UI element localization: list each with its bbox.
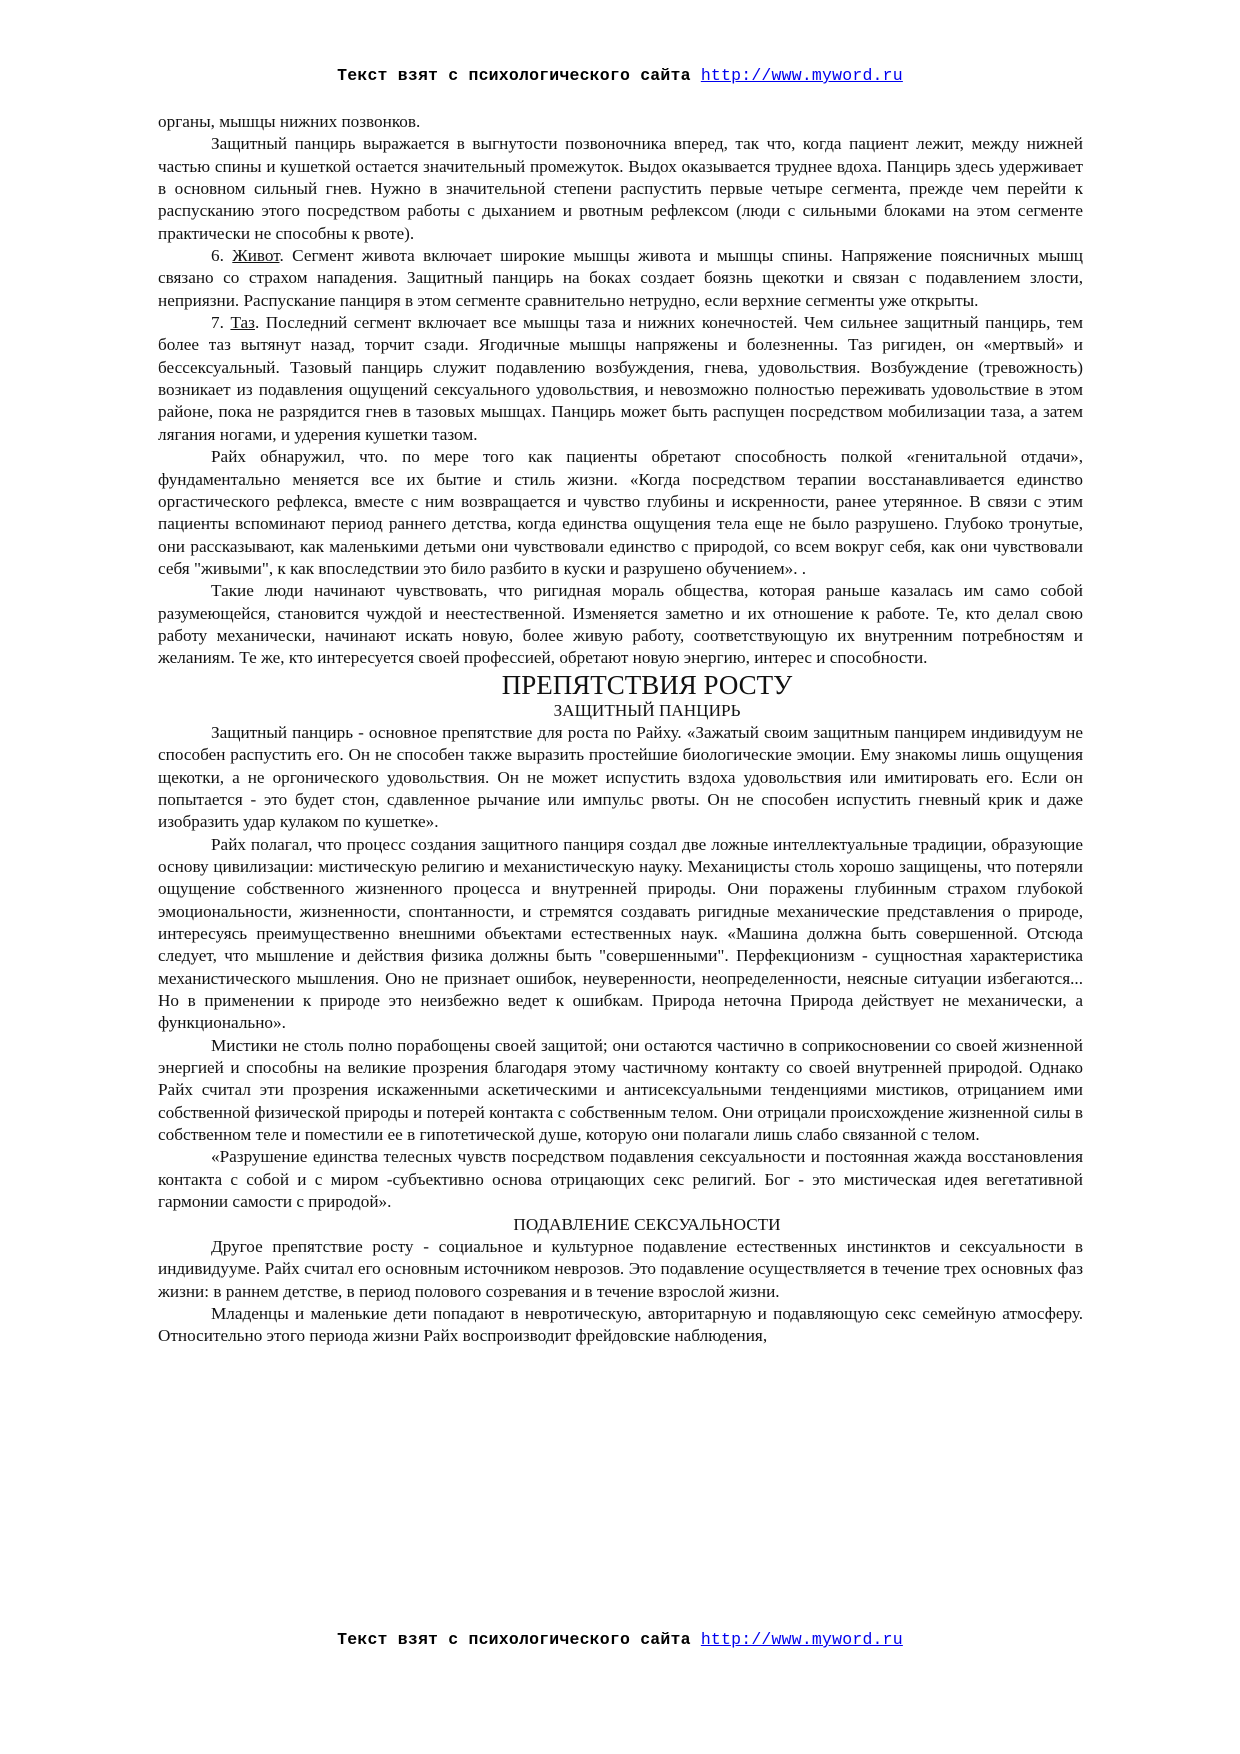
- paragraph: Защитный панцирь выражается в выгнутости позвоночника вперед, так что, когда пациент лежит, между нижней частью спины и кушеткой остается значительный промежуток. Выдох оказывается труднее вдоха. Панцирь здесь удерживает в основном сильный гнев. Нужно в значительной степени распустить первые четыре сегмента, прежде чем перейти к распусканию этого посредством работы с дыханием и рвотным рефлексом (люди с сильными блоками на этом сегменте практически не способны к рвоте).: [158, 134, 1083, 243]
- paragraph: органы, мышцы нижних позвонков.: [158, 112, 421, 131]
- paragraph: Защитный панцирь - основное препятствие для роста по Райху. «Зажатый своим защитным панцирем индивидуум не способен распустить его. Он не способен также выразить простейшие биологические эмоции. Ему знакомы лишь ощущения щекотки, а не оргонического удовольствия. Он не может испустить вздоха удовольствия или имитировать его. Если он попытается - это будет стон, сдавленное рычание или импульс рвоты. Он не способен испустить гневный крик и даже изобразить удар кулаком по кушетке».: [158, 722, 1083, 832]
- paragraph: Другое препятствие росту - социальное и культурное подавление естественных инстинктов и сексуальности в индивидууме. Райх считал его основным источником неврозов. Это подавление осуществляется в течение трех основных фаз жизни: в раннем детстве, в период полового созревания и в течение взрослой жизни.: [158, 1236, 1083, 1301]
- section-heading: ПРЕПЯТСТВИЯ РОСТУ: [501, 669, 793, 700]
- document-body: [158, 111, 1083, 1348]
- segment-number: 7.: [211, 313, 224, 333]
- running-footer: [0, 1630, 1240, 1649]
- segment-number: 6.: [211, 246, 224, 266]
- subsection-heading: ПОДАВЛЕНИЕ СЕКСУАЛЬНОСТИ: [513, 1214, 781, 1234]
- paragraph: «Разрушение единства телесных чувств посредством подавления сексуальности и постоянная жажда восстановления контакта с собой и с миром -субъективно основа отрицающих секс религий. Бог - это мистическая идея вегетативной гармонии самости с природой».: [158, 1147, 1083, 1212]
- paragraph-segment-6: [158, 245, 1083, 312]
- header-site-link[interactable]: http://www.myword.ru: [700, 66, 903, 85]
- paragraph: Такие люди начинают чувствовать, что ригидная мораль общества, которая раньше казалась им само собой разумеющейся, становится чуждой и неестественной. Изменяется заметно и их отношение к работе. Те, кто делал свою работу механически, начинают искать новую, более живую работу, соответствующую их внутренним потребностям и желаниям. Те же, кто интересуется своей профессией, обретают новую энергию, интерес и способности.: [158, 581, 1083, 668]
- running-header: [0, 66, 1240, 85]
- paragraph: Младенцы и маленькие дети попадают в невротическую, авторитарную и подавляющую секс семейную атмосферу. Относительно этого периода жизни Райх воспроизводит фрейдовские наблюдения,: [158, 1303, 1083, 1346]
- paragraph: Мистики не столь полно порабощены своей защитой; они остаются частично в соприкосновении со своей жизненной энергией и способны на великие прозрения благодаря этому частичному контакту со своей внутренней природой. Однако Райх считал эти прозрения искаженными аскетическими и антисексуальными тенденциями мистиков, отрицанием ими собственной физической природы и потерей контакта с собственным телом. Они отрицали происхождение жизненной силы в собственном теле и поместили ее в гипотетической душе, которую они полагали лишь слабо связанной с телом.: [158, 1035, 1083, 1145]
- footer-source-text: Текст взят с психологического сайта: [337, 1630, 691, 1649]
- segment-term: Таз: [230, 313, 255, 333]
- segment-text: . Сегмент живота включает широкие мышцы живота и мышцы спины. Напряжение поясничных мышц связано со страхом нападения. Защитный панцирь на боках создает боязнь щекотки и связан с подавлением злости, неприязни. Распускание панциря в этом сегменте сравнительно нетрудно, если верхние сегменты уже открыты.: [158, 246, 1084, 310]
- paragraph-segment-7: [158, 312, 1083, 446]
- header-source-text: Текст взят с психологического сайта: [337, 66, 691, 85]
- segment-text: . Последний сегмент включает все мышцы таза и нижних конечностей. Чем сильнее защитный панцирь, тем более таз вытянут назад, торчит сзади. Ягодичные мышцы напряжены и болезненны. Таз ригиден, он «мертвый» и бессексуальный. Тазовый панцирь служит подавлению возбуждения, гнева, удовольствия. Возбуждение (тревожность) возникает из подавления ощущений сексуального удовольствия, и невозможно полностью переживать удовольствие в этом районе, пока не разрядится гнев в тазовых мышцах. Панцирь может быть распущен посредством мобилизации таза, а затем лягания ногами, и удерения кушетки тазом.: [158, 313, 1084, 444]
- paragraph: Райх полагал, что процесс создания защитного панциря создал две ложные интеллектуальные традиции, образующие основу цивилизации: мистическую религию и механистическую науку. Механицисты столь хорошо защищены, что потеряли ощущение собственного жизненного процесса и внутренней природы. Они поражены глубинным страхом глубокой эмоциональности, жизненности, спонтанности, и стремятся создавать ригидные механические представления о природе, интересуясь преимущественно внешними объектами естественных наук. «Машина должна быть совершенной. Отсюда следует, что мышление и действия физика должны быть "совершенными". Перфекционизм - сущностная характеристика механистического мышления. Оно не признает ошибок, неуверенности, неопределенности, неясные ситуации избегаются... Но в применении к природе это неизбежно ведет к ошибкам. Природа неточна Природа действует не механически, а функционально».: [158, 834, 1083, 1033]
- segment-term: Живот: [232, 246, 280, 266]
- paragraph: Райх обнаружил, что. по мере того как пациенты обретают способность полкой «генитальной отдачи», фундаментально меняется все их бытие и стиль жизни. «Когда посредством терапии восстанавливается единство оргастического рефлекса, вместе с ним возвращается и чувство глубины и искренности, ранее утерянное. В связи с этим пациенты вспоминают период раннего детства, когда единства ощущения тела еще не было разрушено. Глубоко тронутые, они рассказывают, как маленькими детьми они чувствовали единство с природой, со всем вокруг себя, как они чувствовали себя "живыми", к как впоследствии это било разбито в куски и разрушено обучением». .: [158, 447, 1083, 578]
- footer-site-link[interactable]: http://www.myword.ru: [700, 1630, 903, 1649]
- subsection-heading: ЗАЩИТНЫЙ ПАНЦИРЬ: [553, 700, 741, 720]
